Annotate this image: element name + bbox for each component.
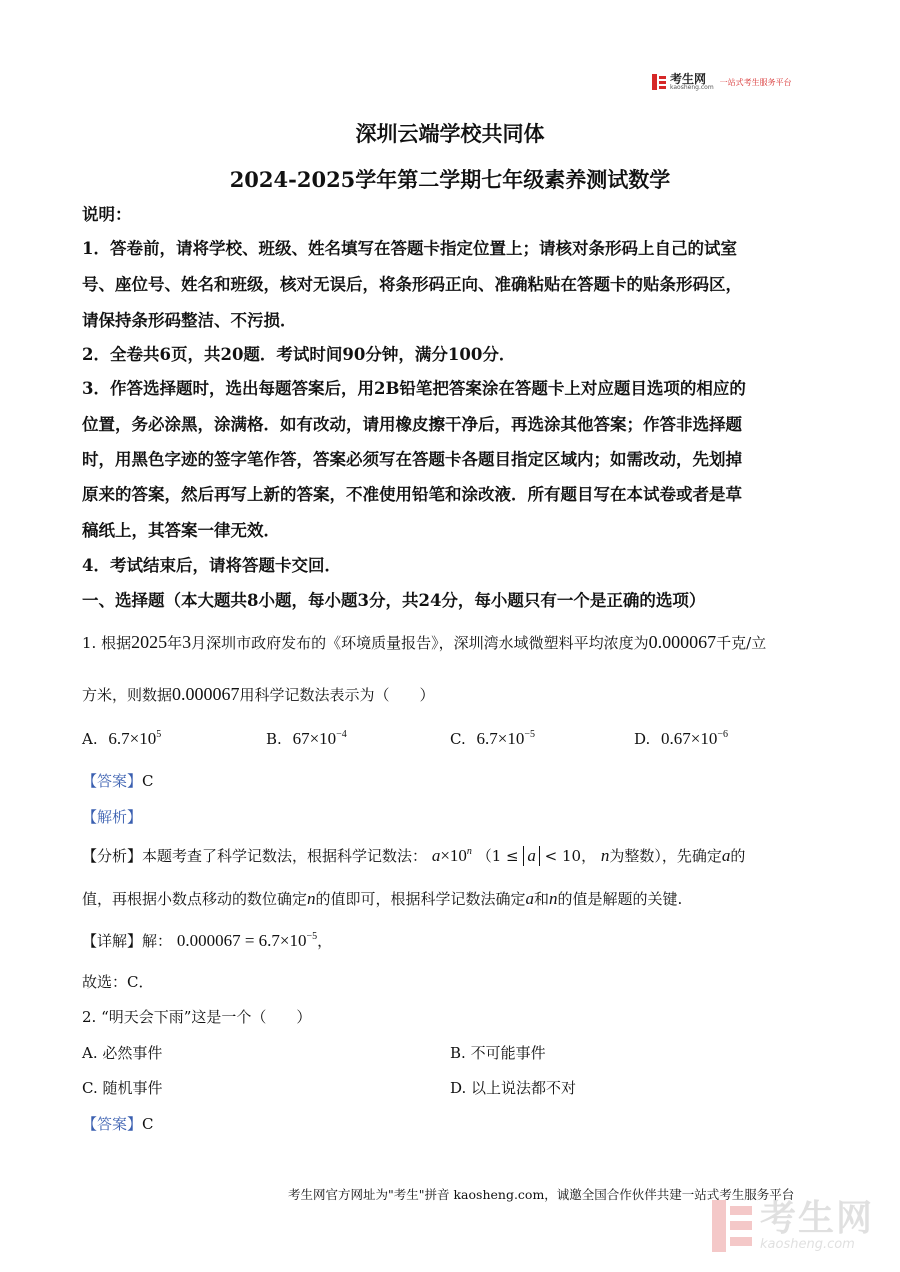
instruction-line: 请保持条形码整洁、不污损．: [82, 311, 297, 330]
q2-answer: 【答案】C: [82, 1115, 154, 1133]
q1-option-d: D. $0.67\times 10^{-6}$: [634, 729, 729, 748]
brand-logo-icon: [652, 74, 666, 90]
abs-value-a: a: [523, 846, 540, 866]
watermark-logo-icon: [712, 1200, 752, 1252]
q2-stem: 2. “明天会下雨”这是一个（ ）: [82, 1008, 312, 1026]
logo-domain: kaosheng.com: [670, 84, 714, 91]
logo-name: 考生网: [670, 72, 707, 86]
title-exam: 2024-2025学年第二学期七年级素养测试数学: [229, 167, 671, 192]
logo-slogan: 一站式考生服务平台: [719, 77, 792, 87]
q1-answer: 【答案】C: [82, 772, 154, 790]
instruction-line: 原来的答案，然后再写上新的答案，不准使用铅笔和涂改液．所有题目写在本试卷或者是草: [82, 485, 742, 504]
title-school: 深圳云端学校共同体: [355, 121, 545, 146]
watermark: [712, 1197, 875, 1252]
instruction-line: 1．答卷前，请将学校、班级、姓名填写在答题卡指定位置上；请核对条形码上自己的试室: [82, 239, 737, 258]
instruction-line: 4．考试结束后，请将答题卡交回．: [82, 556, 341, 575]
q1-fenxi-line2: 值，再根据小数点移动的数位确定n的值即可，根据科学记数法确定a和n的值是解题的关键.: [82, 889, 683, 908]
instruction-line: 时，用黑色字迹的签字笔作答，答案必须写在答题卡各题目指定区域内；如需改动，先划掉: [82, 450, 742, 469]
q1-choose: 故选：C．: [82, 973, 154, 991]
analysis-tag: 【解析】: [82, 808, 143, 826]
q2-option-c: C. 随机事件: [82, 1079, 163, 1097]
footer-text: 考生网官方网址为"考生"拼音 kaosheng.com，诚邀全国合作伙伴共建一站式考生服务平台: [288, 1187, 795, 1202]
q1-stem-line2: 方米，则数据0.000067用科学记数法表示为（ ）: [82, 684, 435, 704]
q1-option-b: B. $67\times 10^{-4}$: [266, 729, 347, 748]
q1-stem-line1: 1. 根据2025年3月深圳市政府发布的《环境质量报告》，深圳湾水域微塑料平均浓度为0.000067千克/立: [82, 632, 767, 652]
section-heading: 一、选择题（本大题共8小题，每小题3分，共24分，每小题只有一个是正确的选项）: [82, 591, 706, 610]
instruction-line: 2．全卷共6页，共20题．考试时间90分钟，满分100分．: [82, 345, 516, 364]
watermark-domain: kaosheng.com: [760, 1236, 855, 1252]
brand-logo: [652, 73, 792, 91]
q2-option-b: B. 不可能事件: [450, 1044, 546, 1062]
q1-detail: 【详解】解： $0.000067 = 6.7\times 10^{-5}$，: [82, 931, 333, 950]
q1-fenxi-line1: 【分析】本题考查了科学记数法，根据科学记数法： $a\times 10^n$ （1 ≤ a < 10， n为整数），先确定a的: [82, 846, 746, 865]
instruction-line: 位置，务必涂黑，涂满格．如有改动，请用橡皮擦干净后，再选涂其他答案；作答非选择题: [82, 415, 742, 434]
q2-option-a: A. 必然事件: [82, 1044, 163, 1062]
instruction-line: 稿纸上，其答案一律无效．: [82, 521, 280, 540]
watermark-name: 考生网: [760, 1197, 875, 1239]
q1-option-a: A. $6.7\times 10^5$: [82, 729, 162, 748]
instructions-heading: 说明：: [82, 205, 132, 224]
q1-number: 1.: [82, 634, 97, 652]
answer-tag: 【答案】: [82, 772, 143, 790]
q2-option-d: D. 以上说法都不对: [450, 1079, 577, 1097]
instruction-line: 3．作答选择题时，选出每题答案后，用2B铅笔把答案涂在答题卡上对应题目选项的相应的: [82, 379, 746, 398]
instruction-line: 号、座位号、姓名和班级，核对无误后，将条形码正向、准确粘贴在答题卡的贴条形码区，: [82, 275, 742, 294]
answer-tag: 【答案】: [82, 1115, 143, 1133]
q1-option-c: C. $6.7\times 10^{-5}$: [450, 729, 535, 748]
